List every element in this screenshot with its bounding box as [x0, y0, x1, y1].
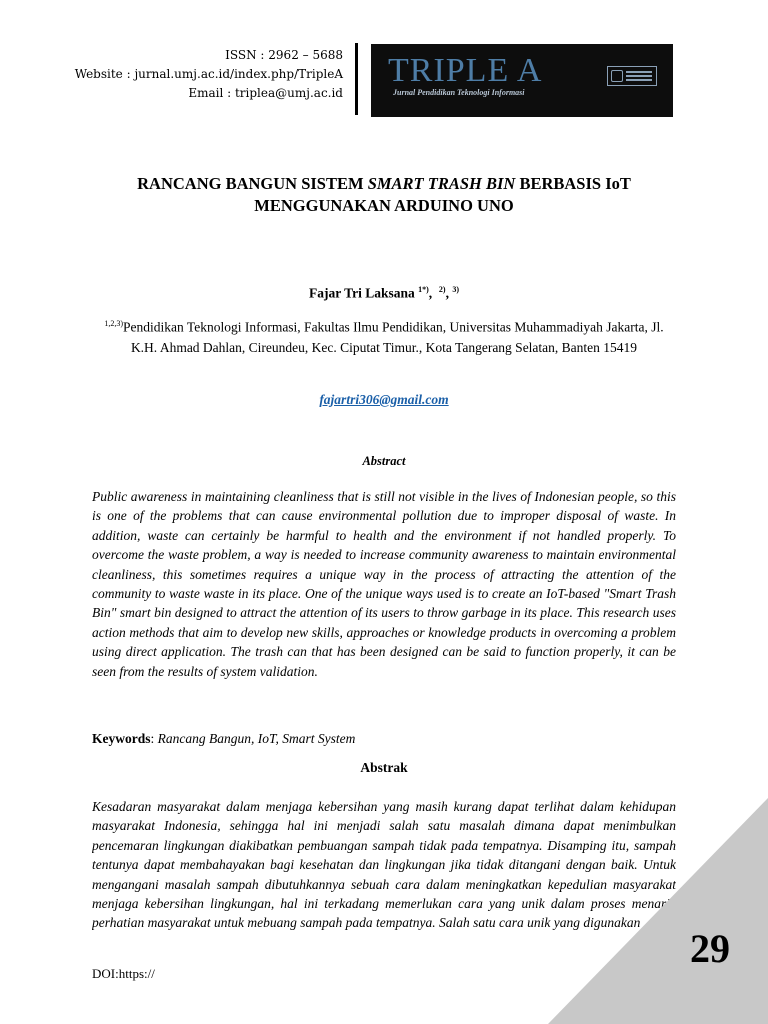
doi-text: DOI:https:// — [92, 966, 155, 981]
author-sup-3: 3) — [452, 285, 460, 294]
title-part2: BERBASIS IoT MENGGUNAKAN ARDUINO UNO — [254, 174, 631, 215]
corner-decoration — [548, 798, 768, 1024]
abstract-body: Public awareness in maintaining cleanliness that is still not visible in the lives of Indonesian people, so this is one of the problems that can cause environmental pollution due to improper disposal of waste. In addition, waste can certainly be harmful to health and the environment if not handled properly. To overcome the waste problem, a way is needed to increase community awareness to maintain environmental cleanliness, this sometimes requires a unique way in the process of attracting the attention of the community to waste waste in its place. One of the unique ways used is to create an IoT-based "Smart Trash Bin" smart bin designed to attract the attention of its users to throw garbage in its place. This research uses action methods that aim to develop new skills, approaches or knowledge products in overcoming a problem using direct application. The trash can that has been designed can be said to function properly, it can be seen from the results of system validation. — [92, 489, 676, 679]
title-part1: RANCANG BANGUN SISTEM — [137, 174, 368, 193]
page-number: 29 — [690, 926, 730, 971]
journal-logo — [371, 44, 673, 117]
issn-text: ISSN : 2962 – 5688 — [225, 48, 343, 62]
website-text: Website : jurnal.umj.ac.id/index.php/TripleA — [74, 67, 343, 81]
author-email-link[interactable]: fajartri306@gmail.com — [319, 392, 449, 407]
logo-subtitle: Jurnal Pendidikan Teknologi Informasi — [393, 88, 525, 97]
title-italic: SMART TRASH BIN — [367, 174, 516, 193]
author-sup-1: 1*) — [418, 285, 429, 294]
affiliation-text: Pendidikan Teknologi Informasi, Fakultas Ilmu Pendidikan, Universitas Muhammadiyah Jakarta, Jl. K.H. Ahmad Dahlan, Cireundeu, Kec. Ciputat Timur., Kota Tangerang Selatan, Banten 15419 — [123, 319, 664, 355]
header-divider — [355, 43, 358, 115]
abstrak-heading: Abstrak — [360, 760, 408, 775]
affiliation-sup: 1,2,3) — [104, 319, 124, 328]
keywords-value: Rancang Bangun, IoT, Smart System — [157, 731, 356, 746]
keywords-label: Keywords — [92, 731, 151, 746]
author-name: Fajar Tri Laksana — [308, 285, 419, 301]
email-text: Email : triplea@umj.ac.id — [188, 86, 343, 100]
logo-emblem-icon — [607, 66, 657, 86]
abstrak-body: Kesadaran masyarakat dalam menjaga kebersihan yang masih kurang dapat terlihat dalam kehidupan masyarakat Indonesia, sehingga hal ini menjadi salah satu masalah dimana dapat menimbulkan pencemaran lingkungan diakibatkan pembuangan sampah tidak pada tempatnya. Disamping itu, sampah tentunya dapat membahayakan bagi kesehatan dan lingkungan jika tidak ditangani dengan baik. Untuk mengangani masalah sampah dibutuhkannya sebuah cara dalam meningkatkan kepedulian masyarakat menjaga kebersihan lingkungan, hal ini terkadang memerlukan cara yang unik dalam proses menarik perhatian masyarakat untuk mebuang sampah pada tempatnya. Salah satu cara unik yang digunakan — [92, 799, 676, 931]
journal-header-info — [75, 46, 343, 103]
affiliation — [92, 314, 676, 358]
paper-title — [92, 173, 676, 217]
logo-title: TRIPLE A — [388, 52, 543, 89]
author-line: Fajar Tri Laksana $^{1*)}$, $^{2)}$, $^{3)}$ — [308, 285, 460, 301]
author-sup-2: 2) — [438, 285, 446, 294]
keywords-line: Keywords: Rancang Bangun, IoT, Smart System — [92, 731, 356, 746]
abstract-heading: Abstract — [362, 454, 406, 468]
